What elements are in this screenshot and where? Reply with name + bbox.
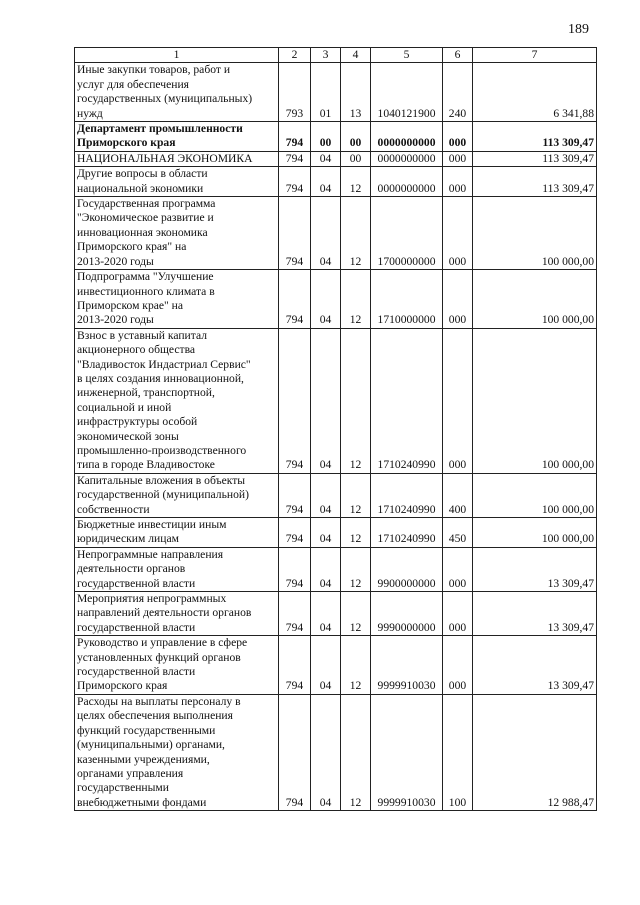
column-header: 1 [75,48,279,63]
subsection-code-cell: 12 [341,694,371,810]
section-code-cell: 04 [311,167,341,197]
expense-type-cell: 000 [443,197,473,270]
admin-code-cell: 794 [279,151,311,166]
item-name-cell: Иные закупки товаров, работ и услуг для обеспечения государственных (муниципальных) нужд [75,63,279,122]
subsection-code-cell: 12 [341,328,371,473]
section-code-cell: 00 [311,122,341,152]
page-number: 189 [568,22,589,37]
admin-code-cell: 794 [279,592,311,636]
table-row [75,270,597,329]
column-header: 5 [371,48,443,63]
amount-cell: 6 341,88 [473,63,597,122]
target-article-cell: 9999910030 [371,694,443,810]
item-name-cell: Расходы на выплаты персоналу в целях обеспечения выполнения функций государственными (муниципальными) органами, казенными учреждениями, органами управления государственными внебюджетными фондами [75,694,279,810]
section-code-cell: 04 [311,518,341,548]
amount-cell: 100 000,00 [473,473,597,517]
table-row [75,328,597,473]
target-article-cell: 1040121900 [371,63,443,122]
expense-type-cell: 000 [443,151,473,166]
section-code-cell: 04 [311,270,341,329]
subsection-code-cell: 12 [341,547,371,591]
item-name-cell: Взнос в уставный капитал акционерного общества "Владивосток Индастриал Сервис" в целях создания инновационной, инженерной, транспортной, социальной и иной инфраструктуры особой экономической зоны промышленно-производственного типа в городе Владивостоке [75,328,279,473]
item-name-cell: Капитальные вложения в объекты государственной (муниципальной) собственности [75,473,279,517]
item-name-cell: Другие вопросы в области национальной экономики [75,167,279,197]
table-row [75,151,597,166]
admin-code-cell: 794 [279,328,311,473]
budget-table [74,47,597,811]
expense-type-cell: 000 [443,270,473,329]
amount-cell: 100 000,00 [473,270,597,329]
item-name-cell: Непрограммные направления деятельности органов государственной власти [75,547,279,591]
item-name-cell: Государственная программа "Экономическое развитие и инновационная экономика Приморского края" на 2013-2020 годы [75,197,279,270]
admin-code-cell: 794 [279,694,311,810]
column-header: 7 [473,48,597,63]
target-article-cell: 1710240990 [371,328,443,473]
admin-code-cell: 794 [279,122,311,152]
amount-cell: 113 309,47 [473,167,597,197]
item-name-cell: Мероприятия непрограммных направлений деятельности органов государственной власти [75,592,279,636]
table-row [75,122,597,152]
target-article-cell: 1700000000 [371,197,443,270]
expense-type-cell: 000 [443,636,473,695]
subsection-code-cell: 12 [341,197,371,270]
target-article-cell: 1710240990 [371,473,443,517]
admin-code-cell: 794 [279,167,311,197]
section-code-cell: 04 [311,547,341,591]
target-article-cell: 1710240990 [371,518,443,548]
item-name-cell: Подпрограмма "Улучшение инвестиционного климата в Приморском крае" на 2013-2020 годы [75,270,279,329]
expense-type-cell: 000 [443,592,473,636]
expense-type-cell: 000 [443,547,473,591]
section-code-cell: 04 [311,636,341,695]
column-header: 4 [341,48,371,63]
target-article-cell: 0000000000 [371,122,443,152]
subsection-code-cell: 12 [341,473,371,517]
section-code-cell: 04 [311,473,341,517]
table-row [75,636,597,695]
table-row [75,592,597,636]
admin-code-cell: 794 [279,518,311,548]
section-code-cell: 04 [311,592,341,636]
expense-type-cell: 000 [443,167,473,197]
item-name-cell: НАЦИОНАЛЬНАЯ ЭКОНОМИКА [75,151,279,166]
item-name-cell: Руководство и управление в сфере установленных функций органов государственной власти Приморского края [75,636,279,695]
section-code-cell: 04 [311,328,341,473]
item-name-cell: Департамент промышленности Приморского края [75,122,279,152]
table-row [75,473,597,517]
target-article-cell: 0000000000 [371,167,443,197]
amount-cell: 100 000,00 [473,328,597,473]
amount-cell: 100 000,00 [473,518,597,548]
subsection-code-cell: 00 [341,151,371,166]
subsection-code-cell: 12 [341,518,371,548]
subsection-code-cell: 12 [341,636,371,695]
table-row [75,518,597,548]
section-code-cell: 01 [311,63,341,122]
column-header: 3 [311,48,341,63]
amount-cell: 13 309,47 [473,592,597,636]
amount-cell: 13 309,47 [473,547,597,591]
subsection-code-cell: 00 [341,122,371,152]
subsection-code-cell: 12 [341,167,371,197]
column-header: 2 [279,48,311,63]
expense-type-cell: 240 [443,63,473,122]
table-header-row [75,48,597,63]
table-row [75,694,597,810]
table-row [75,167,597,197]
table-row [75,197,597,270]
expense-type-cell: 000 [443,328,473,473]
expense-type-cell: 450 [443,518,473,548]
target-article-cell: 9999910030 [371,636,443,695]
table-row [75,547,597,591]
target-article-cell: 9900000000 [371,547,443,591]
item-name-cell: Бюджетные инвестиции иным юридическим лицам [75,518,279,548]
admin-code-cell: 793 [279,63,311,122]
admin-code-cell: 794 [279,197,311,270]
subsection-code-cell: 12 [341,270,371,329]
admin-code-cell: 794 [279,547,311,591]
amount-cell: 113 309,47 [473,122,597,152]
expense-type-cell: 100 [443,694,473,810]
admin-code-cell: 794 [279,473,311,517]
target-article-cell: 0000000000 [371,151,443,166]
section-code-cell: 04 [311,694,341,810]
amount-cell: 12 988,47 [473,694,597,810]
section-code-cell: 04 [311,151,341,166]
column-header: 6 [443,48,473,63]
subsection-code-cell: 13 [341,63,371,122]
section-code-cell: 04 [311,197,341,270]
amount-cell: 100 000,00 [473,197,597,270]
subsection-code-cell: 12 [341,592,371,636]
target-article-cell: 9990000000 [371,592,443,636]
expense-type-cell: 400 [443,473,473,517]
table-row [75,63,597,122]
admin-code-cell: 794 [279,636,311,695]
amount-cell: 113 309,47 [473,151,597,166]
amount-cell: 13 309,47 [473,636,597,695]
expense-type-cell: 000 [443,122,473,152]
target-article-cell: 1710000000 [371,270,443,329]
admin-code-cell: 794 [279,270,311,329]
